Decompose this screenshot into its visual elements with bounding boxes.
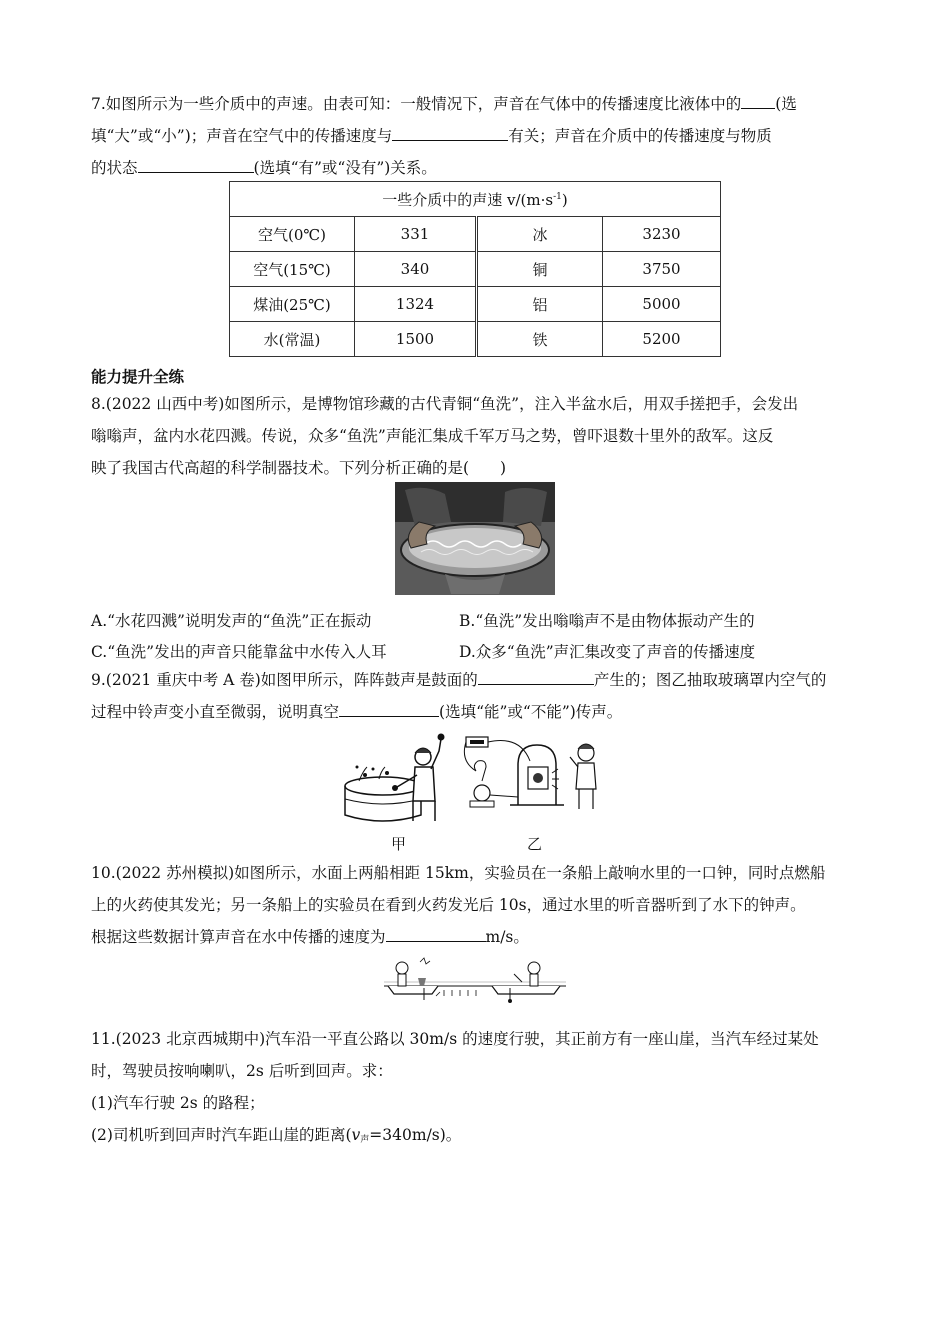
table-row [230, 252, 721, 287]
table-title-text: 一些介质中的声速 v/(m·s [382, 190, 554, 209]
q7-blank-3[interactable] [138, 154, 254, 173]
table-row [230, 287, 721, 322]
q11-text [91, 1023, 861, 1154]
q7-text [91, 88, 861, 184]
table-cell: 煤油(25℃) [230, 287, 355, 322]
q7-line1: 7.如图所示为一些介质中的声速。由表可知：一般情况下，声音在气体中的传播速度比液体中的 [91, 95, 742, 113]
q7-line2b: 有关；声音在介质中的传播速度与物质 [508, 127, 772, 145]
table-cell: 5200 [603, 322, 721, 357]
q11-part2b: =340m/s)。 [369, 1126, 462, 1144]
table-row [230, 322, 721, 357]
q9-line1a: 9.(2021 重庆中考 A 卷)如图甲所示，阵阵鼓声是鼓面的 [91, 671, 478, 689]
table-cell: 1500 [355, 322, 477, 357]
q7-line3b: (选填“有”或“没有”)关系。 [253, 159, 437, 177]
drum-figure [343, 731, 453, 823]
table-row [230, 217, 721, 252]
q8-option-c[interactable]: C.“鱼洗”发出的声音只能靠盆中水传入人耳 [91, 643, 387, 661]
q10-line2: 上的火药使其发光；另一条船上的实验员在看到火药发光后 10s，通过水里的听音器听到了水下的钟声。 [91, 896, 806, 914]
sound-speed-table [229, 181, 721, 357]
table-cell: 冰 [477, 217, 603, 252]
table-title-end: ) [561, 190, 568, 209]
table-cell: 340 [355, 252, 477, 287]
table-cell: 铁 [477, 322, 603, 357]
two-boats-figure [384, 952, 566, 1008]
table-cell: 铝 [477, 287, 603, 322]
table-cell: 331 [355, 217, 477, 252]
q11-part2a: (2)司机听到回声时汽车距山崖的距离( [91, 1126, 352, 1144]
q11-velocity-subscript: 声 [360, 1135, 370, 1145]
section-heading: 能力提升全练 [91, 367, 185, 386]
q9-blank-2[interactable] [339, 698, 439, 717]
vacuum-bell-figure [460, 731, 610, 811]
q7-blank-2[interactable] [392, 122, 508, 141]
q11-part1: (1)汽车行驶 2s 的路程； [91, 1094, 265, 1112]
caption-jia: 甲 [391, 835, 407, 853]
q11-line2: 时，驾驶员按响喇叭，2s 后听到回声。求： [91, 1062, 393, 1080]
q10-text [91, 857, 861, 953]
table-cell: 空气(15℃) [230, 252, 355, 287]
q9-line2b: (选填“能”或“不能”)传声。 [439, 703, 623, 721]
q8-option-d[interactable]: D.众多“鱼洗”声汇集改变了声音的传播速度 [459, 643, 756, 661]
q11-line1: 11.(2023 北京西城期中)汽车沿一平直公路以 30m/s 的速度行驶，其正前方有一座山崖，当汽车经过某处 [91, 1030, 819, 1048]
table-cell: 1324 [355, 287, 477, 322]
q10-line1: 10.(2022 苏州模拟)如图所示，水面上两船相距 15km，实验员在一条船上敲响水里的一口钟，同时点燃船 [91, 864, 826, 882]
q8-line3: 映了我国古代高超的科学制器技术。下列分析正确的是( ) [91, 459, 507, 477]
q9-line2a: 过程中铃声变小直至微弱，说明真空 [91, 703, 340, 721]
q9-line1b: 产生的；图乙抽取玻璃罩内空气的 [593, 671, 827, 689]
q7-line2a: 填“大”或“小”)；声音在空气中的传播速度与 [91, 127, 393, 145]
table-title [230, 182, 721, 217]
q11-velocity-symbol: v [351, 1126, 361, 1144]
q10-line3b: m/s。 [485, 928, 529, 946]
q8-text [91, 388, 861, 484]
table-title-row [230, 182, 721, 217]
table-title-sup: -1 [553, 191, 562, 202]
table-cell: 空气(0℃) [230, 217, 355, 252]
table-cell: 5000 [603, 287, 721, 322]
table-cell: 3750 [603, 252, 721, 287]
table-cell: 水(常温) [230, 322, 355, 357]
q9-text [91, 664, 861, 728]
caption-yi: 乙 [527, 835, 543, 853]
q10-line3a: 根据这些数据计算声音在水中传播的速度为 [91, 928, 386, 946]
table-cell: 3230 [603, 217, 721, 252]
table-cell: 铜 [477, 252, 603, 287]
q7-line3a: 的状态 [91, 159, 138, 177]
q10-blank[interactable] [386, 923, 486, 942]
q9-blank-1[interactable] [478, 666, 594, 685]
q8-option-a[interactable]: A.“水花四溅”说明发声的“鱼洗”正在振动 [91, 612, 372, 630]
q8-line1: 8.(2022 山西中考)如图所示，是博物馆珍藏的古代青铜“鱼洗”，注入半盆水后，用双手搓把手，会发出 [91, 395, 799, 413]
q8-option-b[interactable]: B.“鱼洗”发出嗡嗡声不是由物体振动产生的 [459, 612, 755, 630]
q7-line1b: (选 [775, 95, 797, 113]
q7-blank-1[interactable] [741, 90, 775, 109]
q8-line2: 嗡嗡声，盆内水花四溅。传说，众多“鱼洗”声能汇集成千军万马之势，曾吓退数十里外的敌军。这反 [91, 427, 774, 445]
bronze-basin-photo [395, 482, 555, 595]
